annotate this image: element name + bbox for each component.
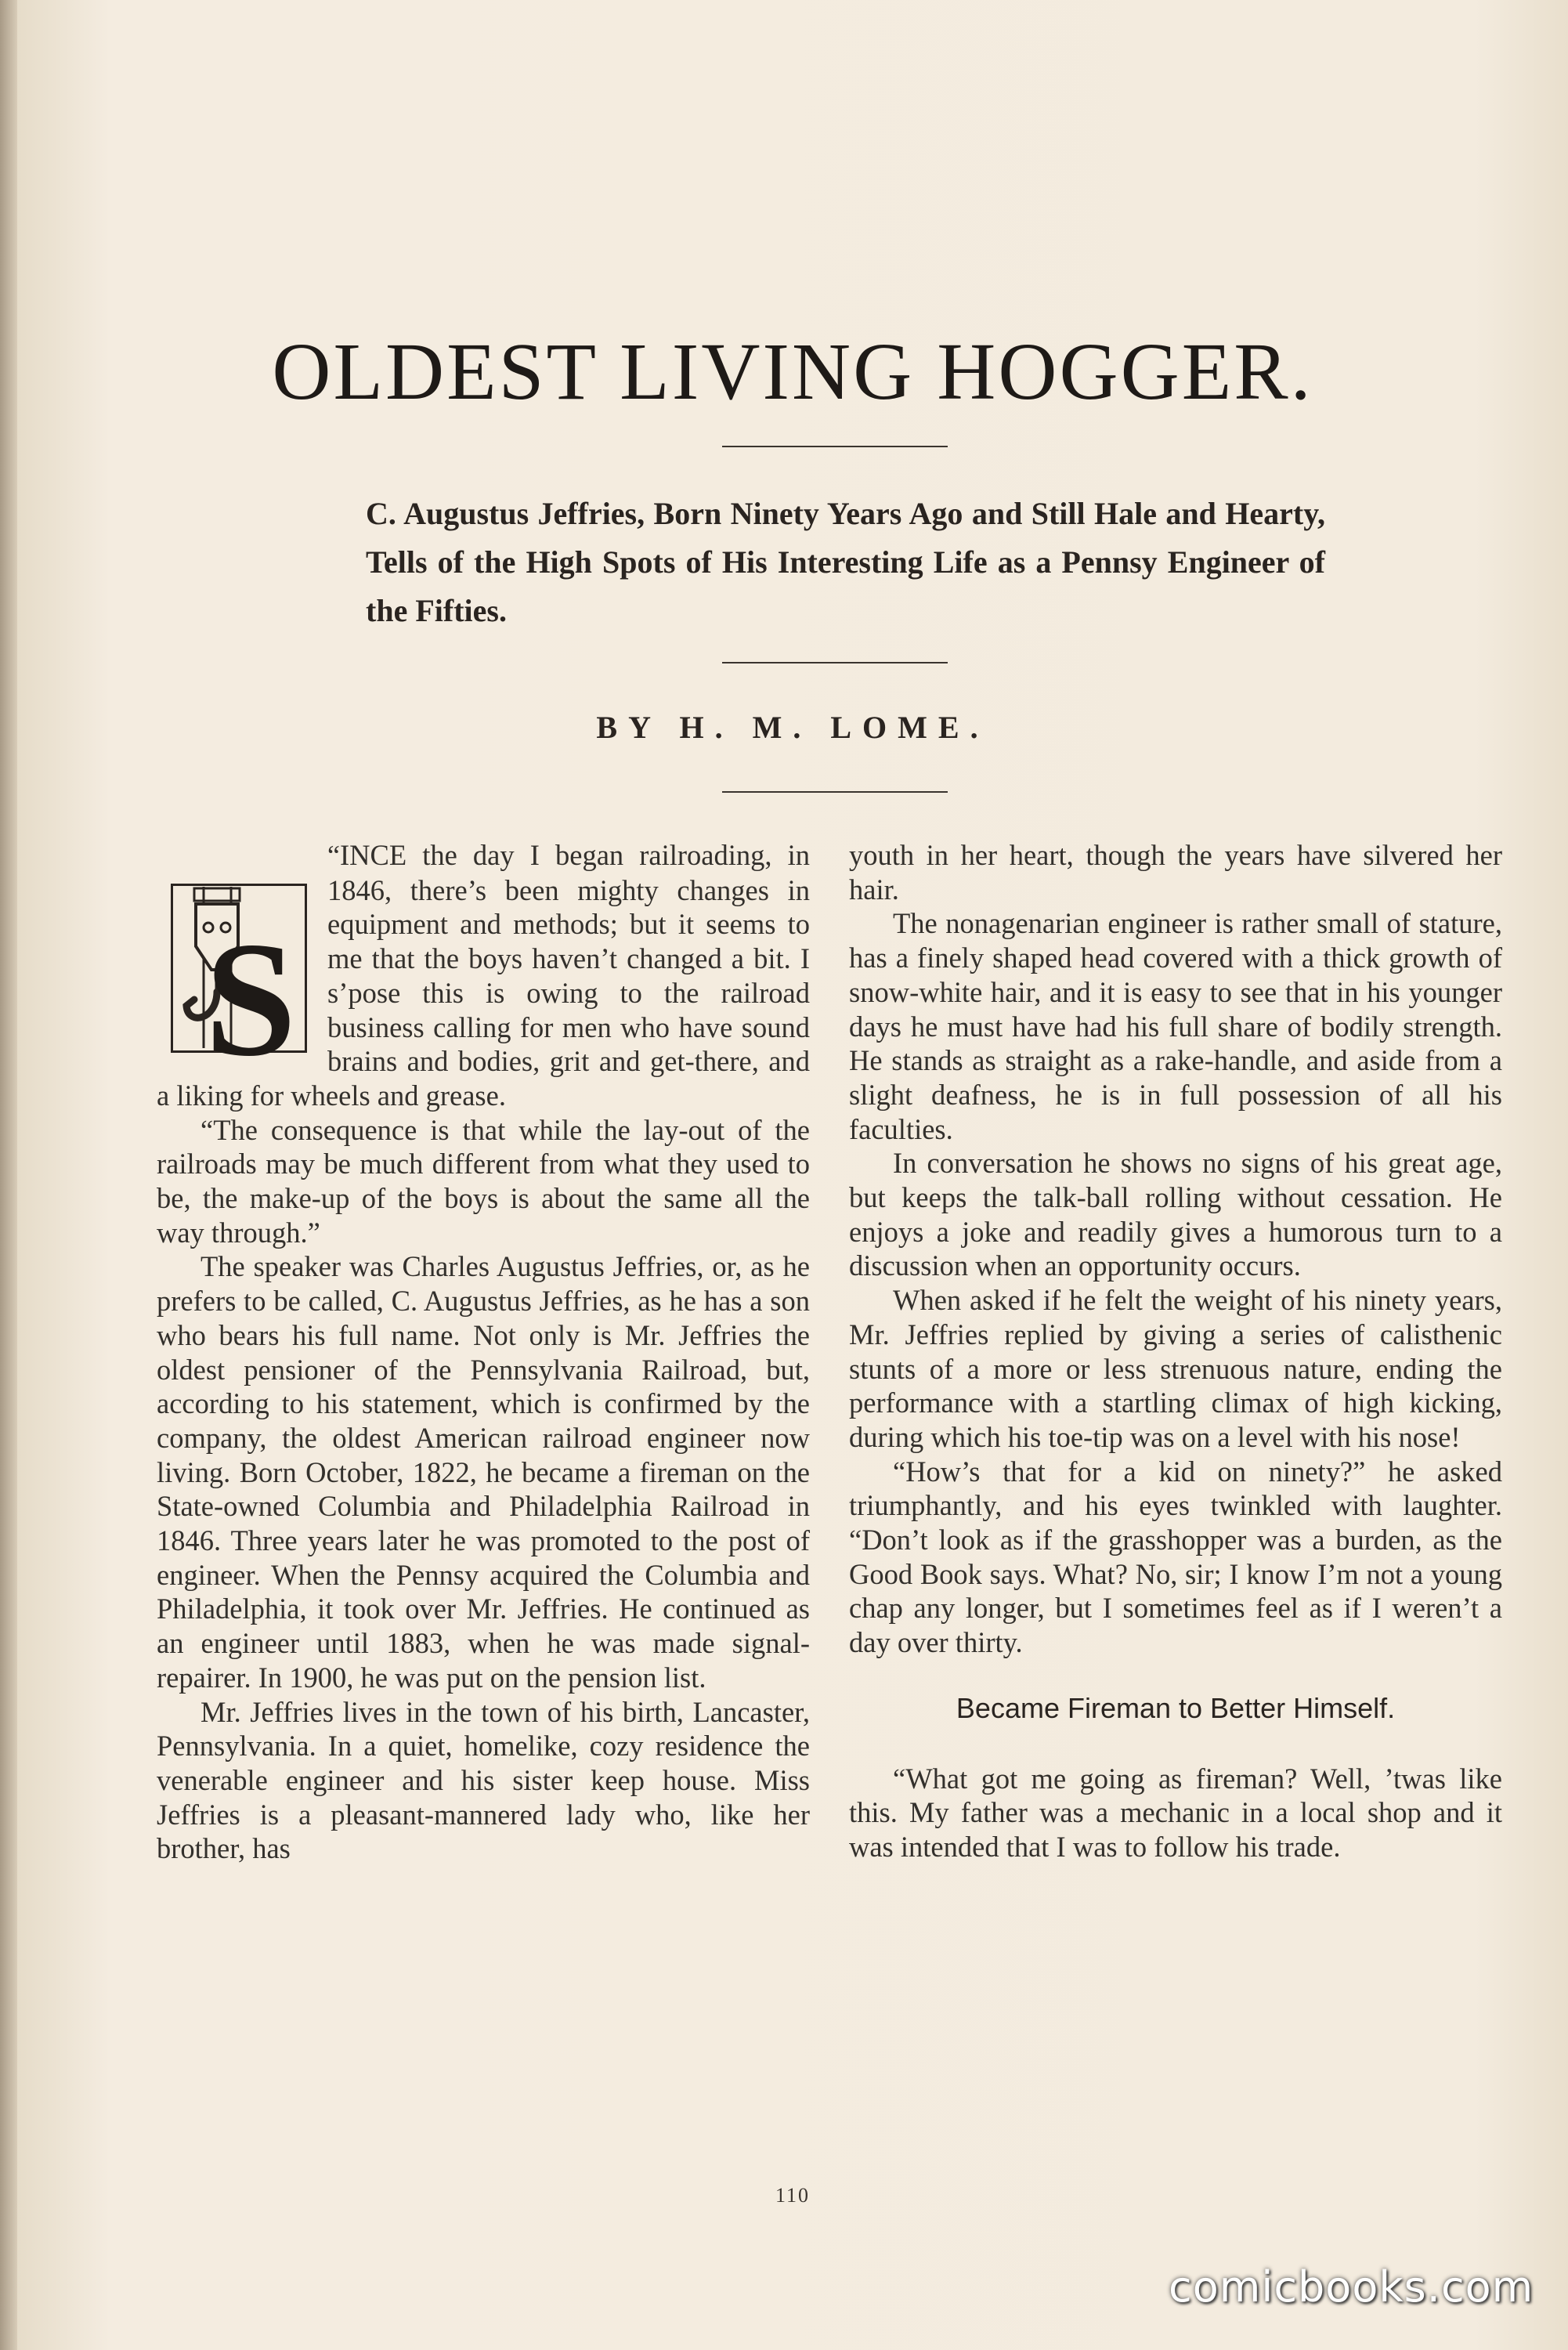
article-subtitle: C. Augustus Jeffries, Born Ninety Years Ago and Still Hale and Hearty, Tells of the High Spots of His Interesting Life as a Pennsy Engineer of the Fifties.: [366, 496, 1325, 628]
body-paragraph: The speaker was Charles Augustus Jeffries, or, as he prefers to be called, C. Augustus Jeffries, as he has a son who bears his full name. Not only is Mr. Jeffries the oldest pensioner of the Pennsylvania Railroad, but, according to his statement, which is confirmed by the company, the oldest American railroad engineer now living. Born October, 1822, he became a fireman on the State-owned Columbia and Philadelphia Railroad in 1846. Three years later he was promoted to the post of engineer. When the Pennsy acquired the Columbia and Philadelphia, it took over Mr. Jeffries. He continued as an engineer until 1883, when he was made signal-repairer. In 1900, he was put on the pension list.: [157, 1250, 810, 1694]
title-divider: [722, 446, 948, 447]
drop-cap-letter: S: [204, 909, 297, 1058]
byline-divider: [722, 791, 948, 793]
body-paragraph: “How’s that for a kid on ninety?” he asked triumphantly, and his eyes twinkled with laughter. “Don’t look as if the grasshopper was a burden, as the Good Book says. What? No, sir; I know I’m not a young chap any longer, but I sometimes feel as if I weren’t a day over thirty.: [849, 1455, 1502, 1659]
subtitle-divider: [722, 662, 948, 663]
railroad-hook-icon: [157, 852, 310, 1058]
body-paragraph: Mr. Jeffries lives in the town of his birth, Lancaster, Pennsylvania. In a quiet, homelike, cozy residence the venerable engineer and his sister keep house. Miss Jeffries is a pleasant-mannered lady who, like her brother, has: [157, 1695, 810, 1865]
left-column: [157, 838, 810, 1866]
right-column: [849, 838, 1502, 1864]
lead-text: INCE the day I began railroading, in 1846, there’s been mighty changes in equipment and methods; but it seems to me that the boys haven’t changed a bit. I s’pose this is owing to the railroad business calling for men who have sound brains and bodies, grit and get-there, and a liking for wheels and grease.: [157, 839, 810, 1112]
magazine-page: [17, 0, 1568, 2350]
article-title: OLDEST LIVING HOGGER.: [272, 327, 1313, 417]
page-number: 110: [775, 2184, 811, 2207]
book-spine-shadow: [0, 0, 17, 2350]
article-byline: BY H. M. LOME.: [596, 710, 989, 745]
site-watermark: comicbooks.com: [1169, 2262, 1534, 2312]
opening-quote-mark: “: [327, 840, 340, 871]
body-paragraph: The nonagenarian engineer is rather small of stature, has a finely shaped head covered with a thick growth of snow-white hair, and it is easy to see that in his younger days he must have had his full share of bodily strength. He stands as straight as a rake-handle, and aside from a slight deafness, he is in full possession of all his faculties.: [849, 907, 1502, 1145]
drop-cap-illustration: [157, 852, 310, 1058]
section-heading: Became Fireman to Better Himself.: [956, 1691, 1396, 1724]
body-paragraph: “What got me going as fireman? Well, ’twas like this. My father was a mechanic in a local shop and it was intended that I was to follow his trade.: [849, 1762, 1502, 1863]
continued-paragraph: youth in her heart, though the years have silvered her hair.: [849, 839, 1502, 906]
body-paragraph: When asked if he felt the weight of his ninety years, Mr. Jeffries replied by giving a series of calisthenic stunts of a more or less strenuous nature, ending the performance with a startling climax of high kicking, during which his toe-tip was on a level with his nose!: [849, 1284, 1502, 1453]
body-paragraph: In conversation he shows no signs of his great age, but keeps the talk-ball rolling without cessation. He enjoys a joke and readily gives a humorous turn to a discussion when an opportunity occurs.: [849, 1147, 1502, 1282]
body-paragraph: “The consequence is that while the lay-out of the railroads may be much different from what they used to be, the make-up of the boys is about the same all the way through.”: [157, 1113, 810, 1249]
lead-paragraph: [157, 838, 810, 1113]
